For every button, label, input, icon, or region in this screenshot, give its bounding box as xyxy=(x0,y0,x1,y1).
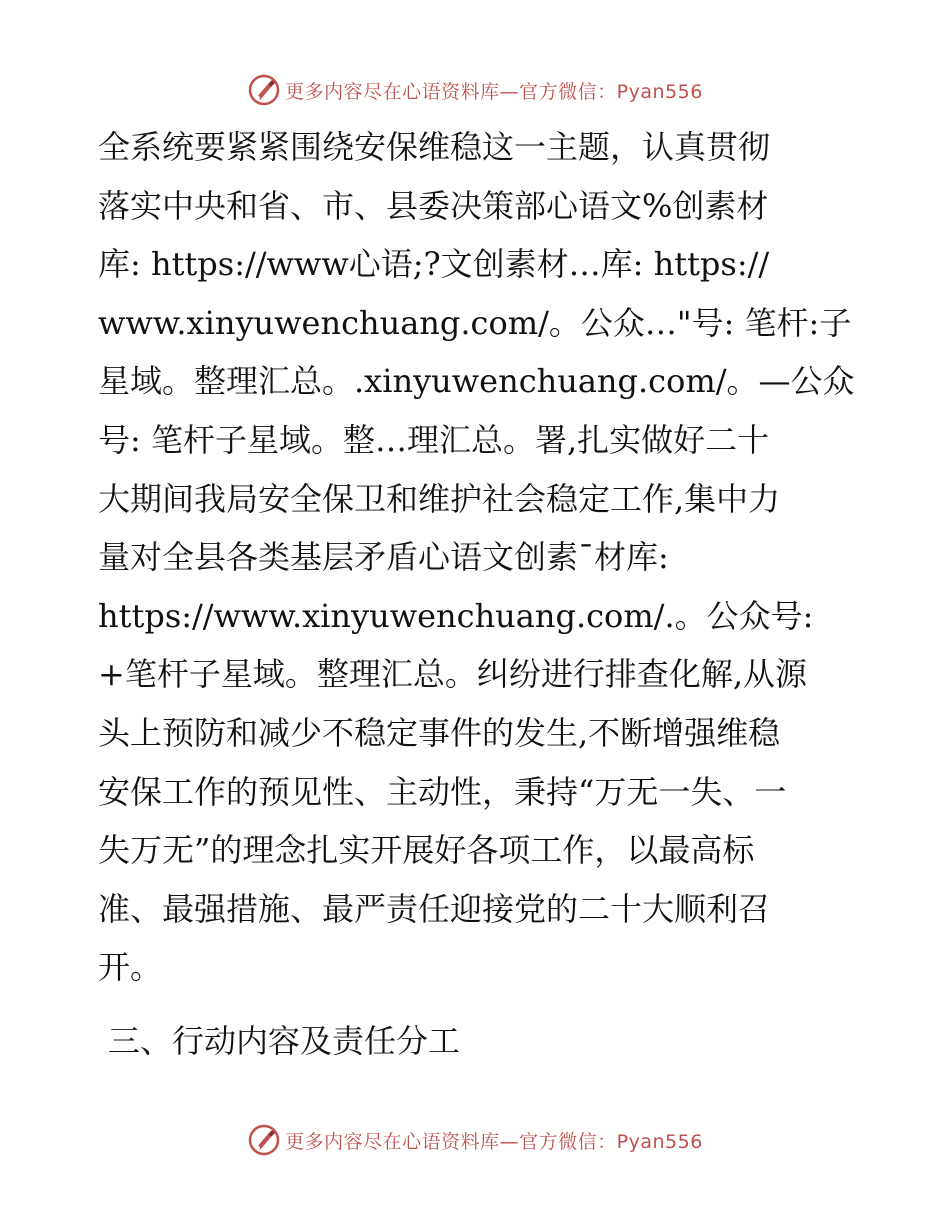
paragraph-line: +笔杆子星域。整理汇总。纠纷进行排查化解,从源 xyxy=(98,655,807,694)
footer-banner xyxy=(0,1120,950,1160)
footer-banner-text: 更多内容尽在心语资料库—官方微信：Pyan556 xyxy=(285,1130,703,1153)
paragraph-line: 大期间我局安全保卫和维护社会稳定工作,集中力 xyxy=(98,479,781,518)
pen-logo-icon xyxy=(247,1123,281,1157)
paragraph-line: 准、最强措施、最严责任迎接党的二十大顺利召 xyxy=(98,889,771,928)
paragraph-line: 号: 笔杆子星域。整…理汇总。署,扎实做好二十 xyxy=(98,420,770,459)
paragraph-line: https://www.xinyuwenchuang.com/.。公众号: xyxy=(98,596,814,635)
paragraph-line: 头上预防和减少不稳定事件的发生,不断增强维稳 xyxy=(98,713,781,752)
header-banner-text: 更多内容尽在心语资料库—官方微信：Pyan556 xyxy=(285,80,703,103)
paragraph-line: 全系统要紧紧围绕安保维稳这一主题，认真贯彻 xyxy=(98,128,771,166)
paragraph-line: 星域。整理汇总。.xinyuwenchuang.com/。—公众 xyxy=(98,362,855,401)
paragraph-line: 开。 xyxy=(98,948,163,987)
paragraph-line: 库: https://www心语;?文创素材…库: https:// xyxy=(98,245,770,284)
paragraph-line: www.xinyuwenchuang.com/。公众…"号: 笔杆:子 xyxy=(98,303,852,342)
header-banner xyxy=(0,70,950,110)
paragraph-line: 失万无”的理念扎实开展好各项工作，以最高标 xyxy=(98,831,755,870)
paragraph-line: 安保工作的预见性、主动性，秉持“万无一失、一 xyxy=(98,772,787,811)
paragraph-line: 量对全县各类基层矛盾心语文创素¯材库: xyxy=(98,538,669,577)
pen-logo-icon xyxy=(247,73,281,107)
body-paragraph xyxy=(98,118,858,997)
paragraph-line: 落实中央和省、市、县委决策部心语文%创素材 xyxy=(98,186,769,225)
section-heading: 三、行动内容及责任分工 xyxy=(108,1022,461,1060)
